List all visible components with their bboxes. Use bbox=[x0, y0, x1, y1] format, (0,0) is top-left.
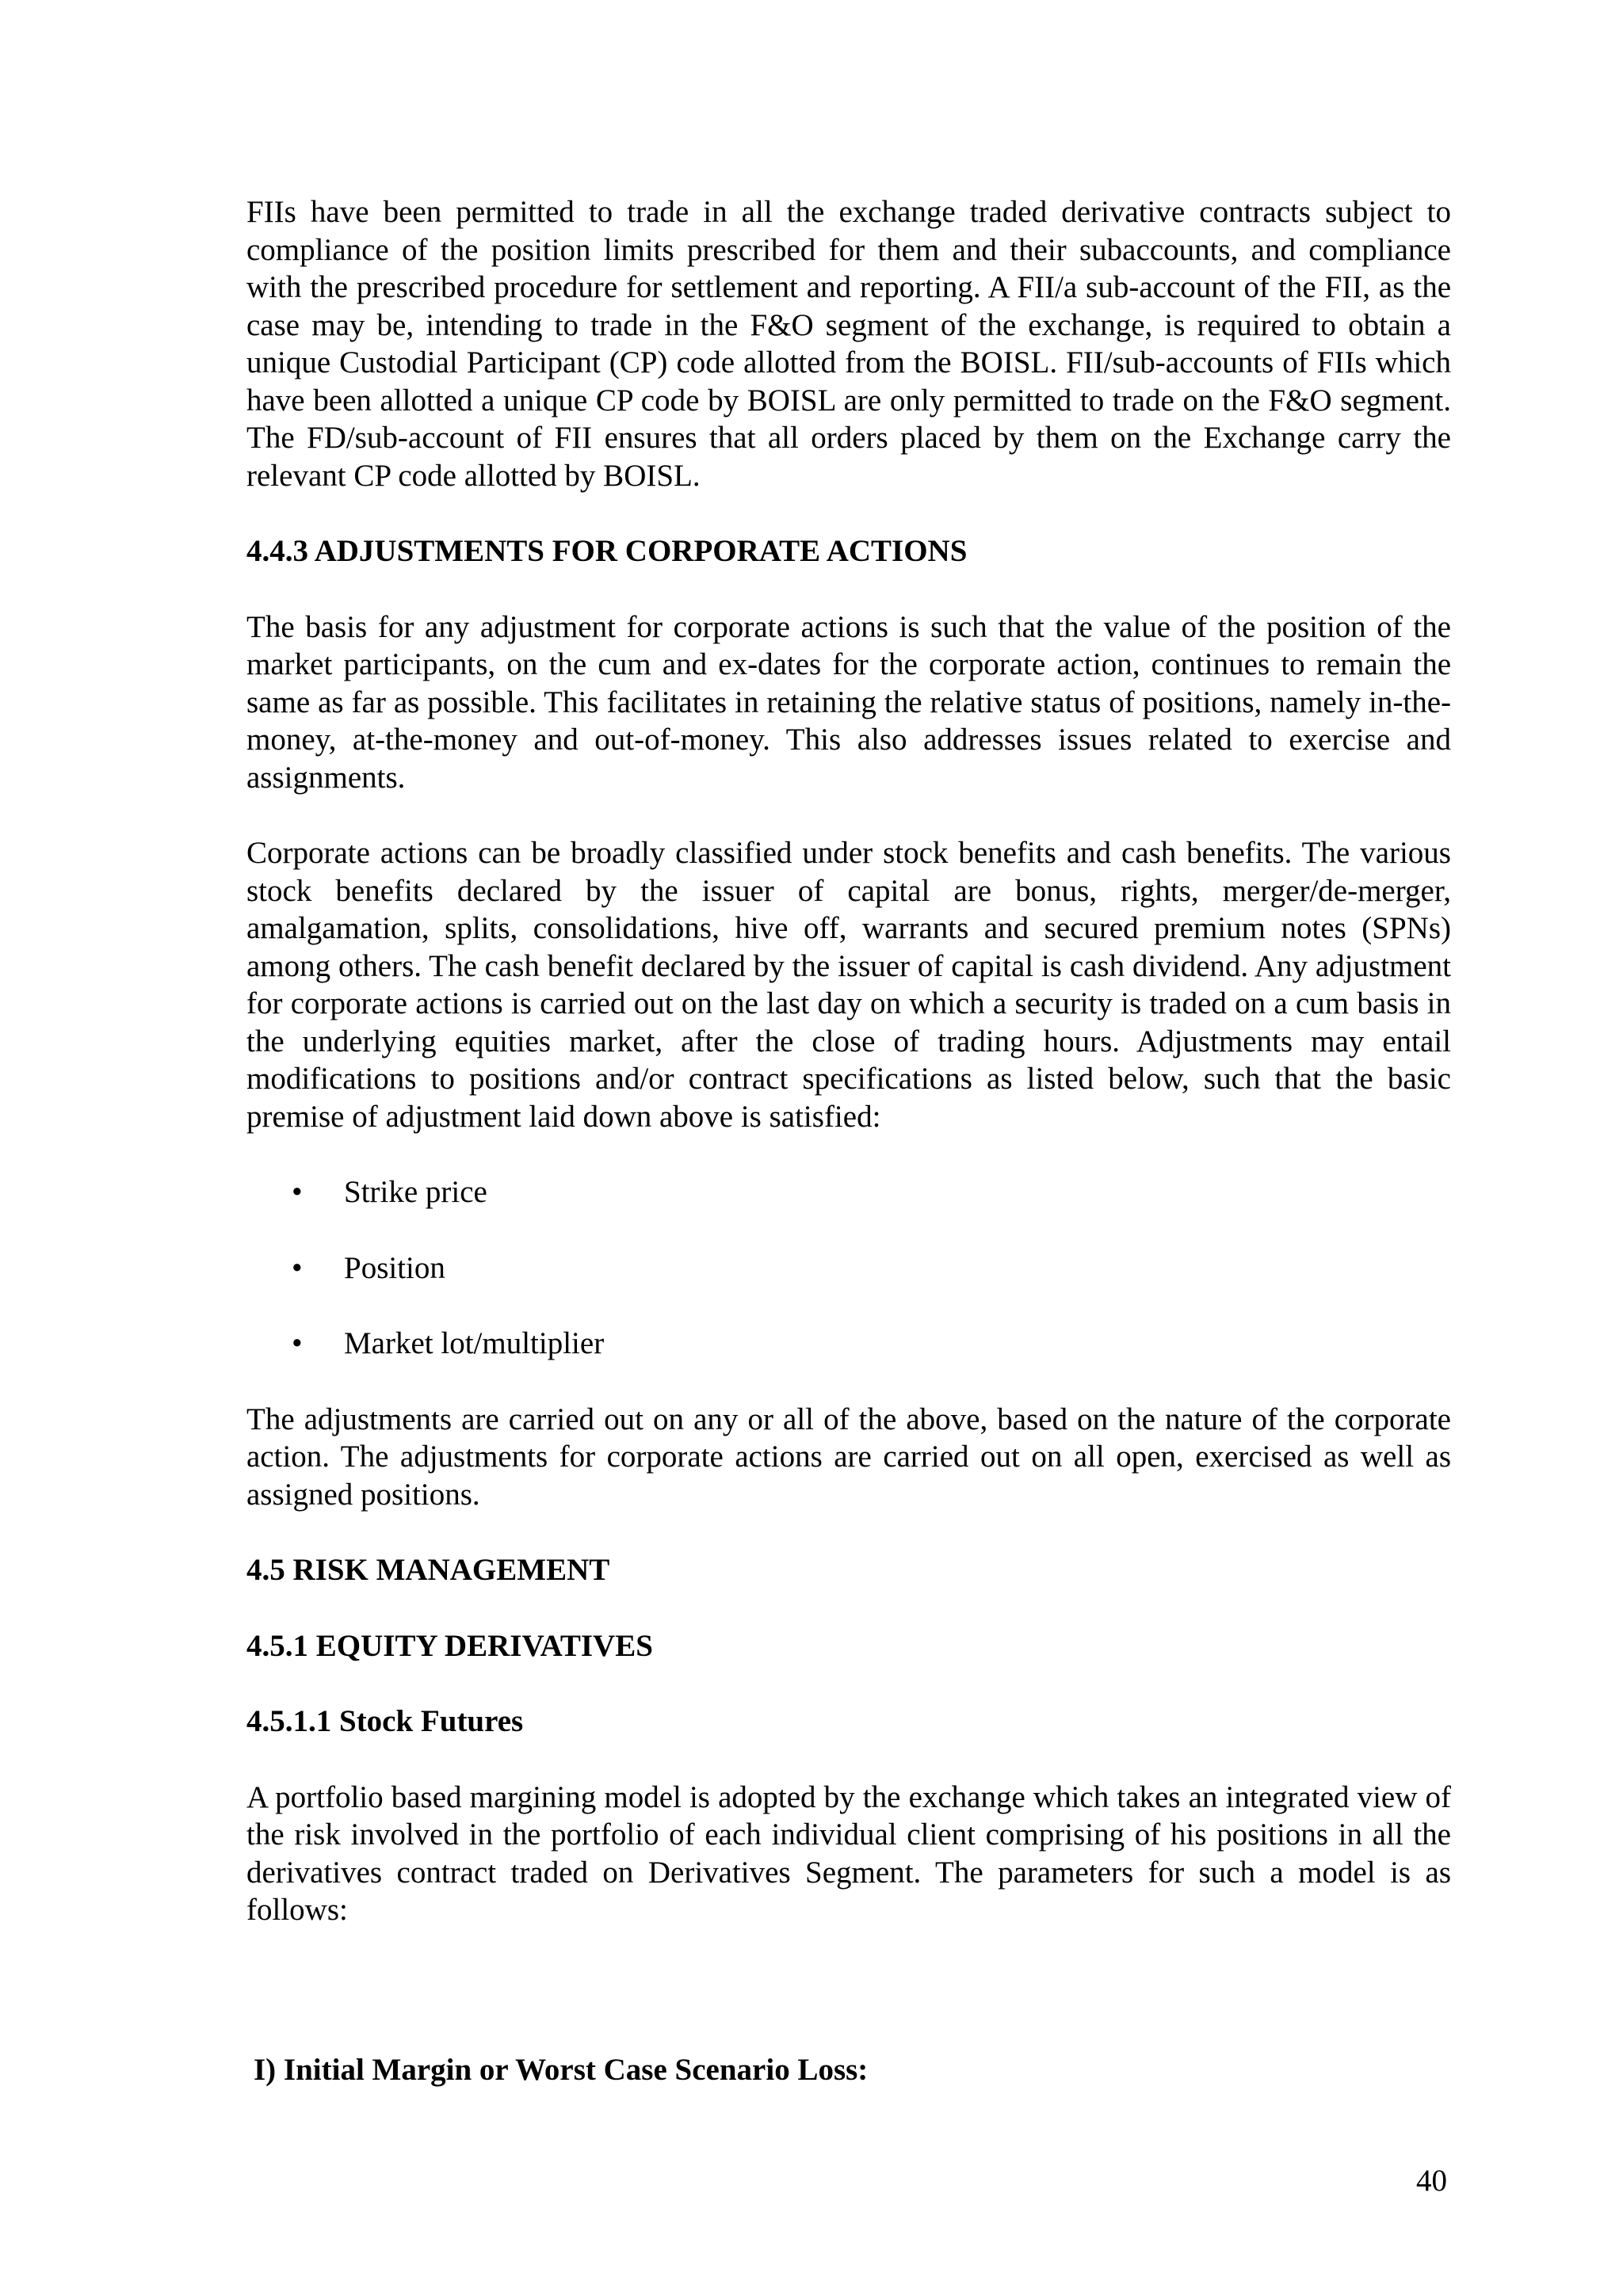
stock-futures-heading: 4.5.1.1 Stock Futures bbox=[246, 1704, 524, 1738]
list-item-label: Strike price bbox=[344, 1175, 487, 1209]
portfolio-margining-paragraph: A portfolio based margining model is adopted by the exchange which takes an integrated view of the risk involved in the portfolio of each individual client comprising of his positions in all the derivatives contract traded on Derivatives Segment. The parameters for such a model is as follows: bbox=[246, 1779, 1451, 1927]
list-item bbox=[246, 1249, 1451, 1287]
adjustments-paragraph: The adjustments are carried out on any or all of the above, based on the nature of the corporate action. The adjustments for corporate actions are carried out on all open, exercised as well as assigned positions. bbox=[246, 1402, 1451, 1512]
list-item-label: Position bbox=[344, 1250, 445, 1285]
initial-margin-heading: I) Initial Margin or Worst Case Scenario Loss: bbox=[254, 2053, 869, 2087]
bullet-icon: • bbox=[292, 1175, 303, 1209]
list-item bbox=[246, 1325, 1451, 1363]
risk-management-heading: 4.5 RISK MANAGEMENT bbox=[246, 1553, 610, 1587]
equity-derivatives-heading: 4.5.1 EQUITY DERIVATIVES bbox=[246, 1628, 653, 1663]
fii-intro-paragraph: FIIs have been permitted to trade in all the exchange traded derivative contracts subject to compliance of the position limits prescribed for them and their subaccounts, and compliance with the prescribed procedure for settlement and reporting. A FII/a sub-account of the FII, as the case may be, intending to trade in the F&O segment of the exchange, is required to obtain a unique Custodial Participant (CP) code allotted from the BOISL. FII/sub-accounts of FIIs which have been allotted a unique CP code by BOISL are only permitted to trade on the F&O segment. The FD/sub-account of FII ensures that all orders placed by them on the Exchange carry the relevant CP code allotted by BOISL. bbox=[246, 195, 1451, 493]
document-page bbox=[246, 193, 1451, 1929]
corporate-actions-heading: 4.4.3 ADJUSTMENTS FOR CORPORATE ACTIONS bbox=[246, 534, 968, 568]
list-item-label: Market lot/multiplier bbox=[344, 1326, 605, 1360]
page-number: 40 bbox=[1416, 2164, 1447, 2198]
adjustment-items-list bbox=[246, 1173, 1451, 1363]
corporate-actions-paragraph: Corporate actions can be broadly classified under stock benefits and cash benefits. The various stock benefits declared by the issuer of capital are bonus, rights, merger/de-merger, amalgamation, splits, consolidations, hive off, warrants and secured premium notes (SPNs) among others. The cash benefit declared by the issuer of capital is cash dividend. Any adjustment for corporate actions is carried out on the last day on which a security is traded on a cum basis in the underlying equities market, after the close of trading hours. Adjustments may entail modifications to positions and/or contract specifications as listed below, such that the basic premise of adjustment laid down above is satisfied: bbox=[246, 836, 1451, 1134]
bullet-icon: • bbox=[292, 1326, 303, 1360]
list-item bbox=[246, 1173, 1451, 1211]
bullet-icon: • bbox=[292, 1250, 303, 1285]
adjustment-basis-paragraph: The basis for any adjustment for corporate actions is such that the value of the position of the market participants, on the cum and ex-dates for the corporate action, continues to remain the same as far as possible. This facilitates in retaining the relative status of positions, namely in-the-money, at-the-money and out-of-money. This also addresses issues related to exercise and assignments. bbox=[246, 609, 1451, 795]
